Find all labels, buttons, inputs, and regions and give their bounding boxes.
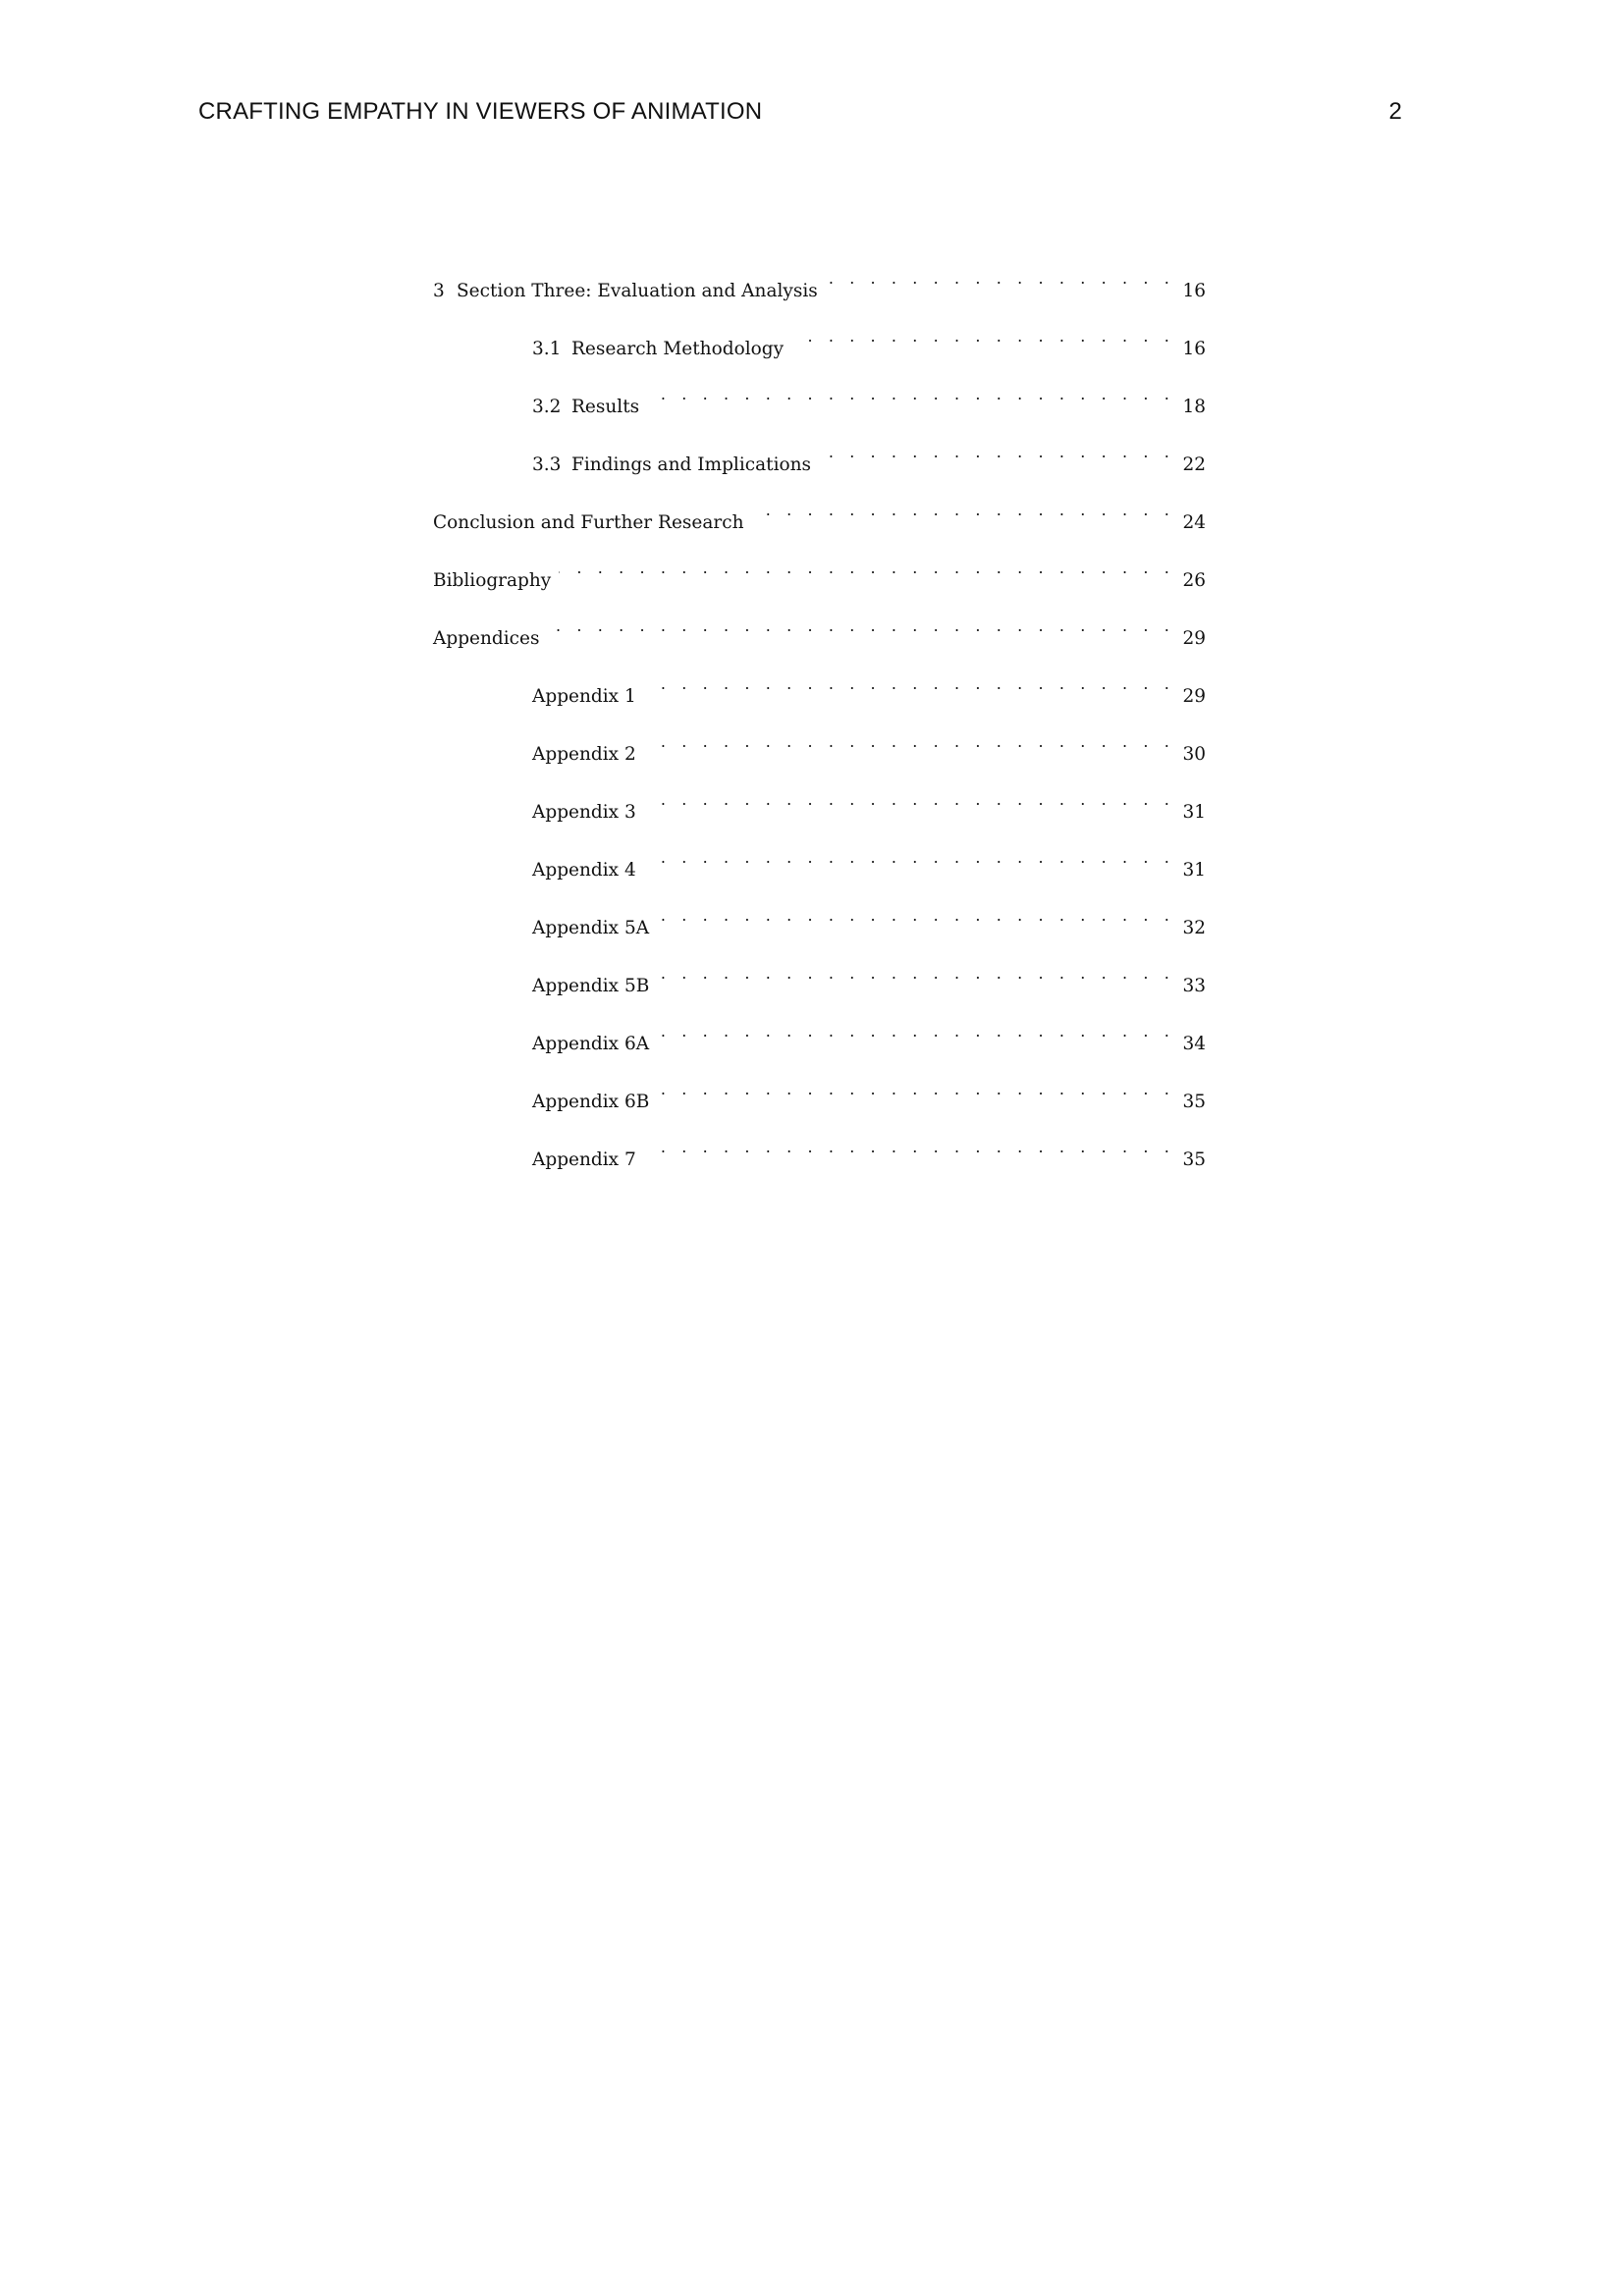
toc-entry-label: Bibliography (433, 570, 552, 591)
toc-entry-label: Appendix 6A (532, 1034, 650, 1054)
toc-entry-label: Appendix 7 (532, 1149, 636, 1170)
toc-entry-label: Appendix 4 (532, 860, 636, 881)
toc-entry-appendix-5b[interactable] (433, 956, 1206, 1014)
toc-dot-leader (644, 724, 1175, 760)
toc-entry-appendix-3[interactable] (433, 782, 1206, 840)
toc-dot-leader (559, 551, 1174, 586)
toc-dot-leader (657, 898, 1174, 934)
toc-dot-leader (657, 956, 1174, 991)
toc-entry-number: 3.1 (532, 339, 562, 359)
toc-entry-page: 24 (1182, 512, 1206, 533)
page-number: 2 (1388, 98, 1402, 125)
toc-entry-label: Section Three: Evaluation and Analysis (457, 281, 818, 301)
toc-entry-page: 35 (1182, 1149, 1206, 1170)
toc-entry-appendix-1[interactable] (433, 667, 1206, 724)
table-of-contents (433, 261, 1206, 1188)
toc-entry-appendix-6b[interactable] (433, 1072, 1206, 1130)
toc-entry-number: 3.3 (532, 454, 562, 475)
toc-entry-page: 16 (1182, 339, 1206, 359)
toc-dot-leader (644, 840, 1175, 876)
toc-dot-leader (547, 609, 1174, 644)
toc-dot-leader (657, 1014, 1174, 1049)
toc-entry-conclusion[interactable] (433, 493, 1206, 551)
toc-entry-appendix-4[interactable] (433, 840, 1206, 898)
toc-entry-section-3[interactable] (433, 261, 1206, 319)
toc-dot-leader (791, 319, 1174, 354)
toc-entry-appendix-6a[interactable] (433, 1014, 1206, 1072)
toc-entry-page: 33 (1182, 976, 1206, 996)
toc-entry-appendix-7[interactable] (433, 1130, 1206, 1188)
toc-entry-label: Appendix 1 (532, 686, 636, 707)
toc-entry-label: Findings and Implications (571, 454, 812, 475)
running-head-title: CRAFTING EMPATHY IN VIEWERS OF ANIMATION (198, 98, 763, 125)
toc-dot-leader (752, 493, 1175, 528)
toc-dot-leader (826, 261, 1175, 296)
toc-dot-leader (657, 1072, 1174, 1107)
toc-entry-page: 35 (1182, 1092, 1206, 1112)
toc-entry-page: 29 (1182, 628, 1206, 649)
toc-entry-label: Appendix 2 (532, 744, 636, 765)
toc-entry-page: 29 (1182, 686, 1206, 707)
toc-entry-results[interactable] (433, 377, 1206, 435)
toc-entry-label: Appendix 5B (532, 976, 650, 996)
toc-entry-label: Conclusion and Further Research (433, 512, 744, 533)
toc-dot-leader (644, 1130, 1175, 1165)
toc-entry-bibliography[interactable] (433, 551, 1206, 609)
toc-entry-page: 16 (1182, 281, 1206, 301)
toc-dot-leader (819, 435, 1174, 470)
toc-entry-page: 26 (1182, 570, 1206, 591)
toc-entry-label: Research Methodology (571, 339, 785, 359)
toc-dot-leader (644, 782, 1175, 818)
toc-dot-leader (644, 667, 1175, 702)
toc-entry-findings[interactable] (433, 435, 1206, 493)
toc-entry-label: Results (571, 397, 640, 417)
toc-entry-page: 32 (1182, 918, 1206, 938)
toc-entry-number: 3.2 (532, 397, 562, 417)
toc-entry-appendices[interactable] (433, 609, 1206, 667)
toc-entry-research-methodology[interactable] (433, 319, 1206, 377)
toc-entry-number: 3 (433, 281, 445, 301)
toc-entry-appendix-5a[interactable] (433, 898, 1206, 956)
toc-entry-page: 30 (1182, 744, 1206, 765)
toc-entry-label: Appendices (433, 628, 540, 649)
toc-entry-page: 31 (1182, 860, 1206, 881)
toc-entry-appendix-2[interactable] (433, 724, 1206, 782)
toc-entry-page: 34 (1182, 1034, 1206, 1054)
toc-dot-leader (647, 377, 1174, 412)
toc-entry-label: Appendix 5A (532, 918, 650, 938)
toc-entry-page: 22 (1182, 454, 1206, 475)
toc-entry-label: Appendix 3 (532, 802, 636, 823)
toc-entry-label: Appendix 6B (532, 1092, 650, 1112)
running-head (198, 94, 1402, 130)
toc-entry-page: 18 (1182, 397, 1206, 417)
toc-entry-page: 31 (1182, 802, 1206, 823)
